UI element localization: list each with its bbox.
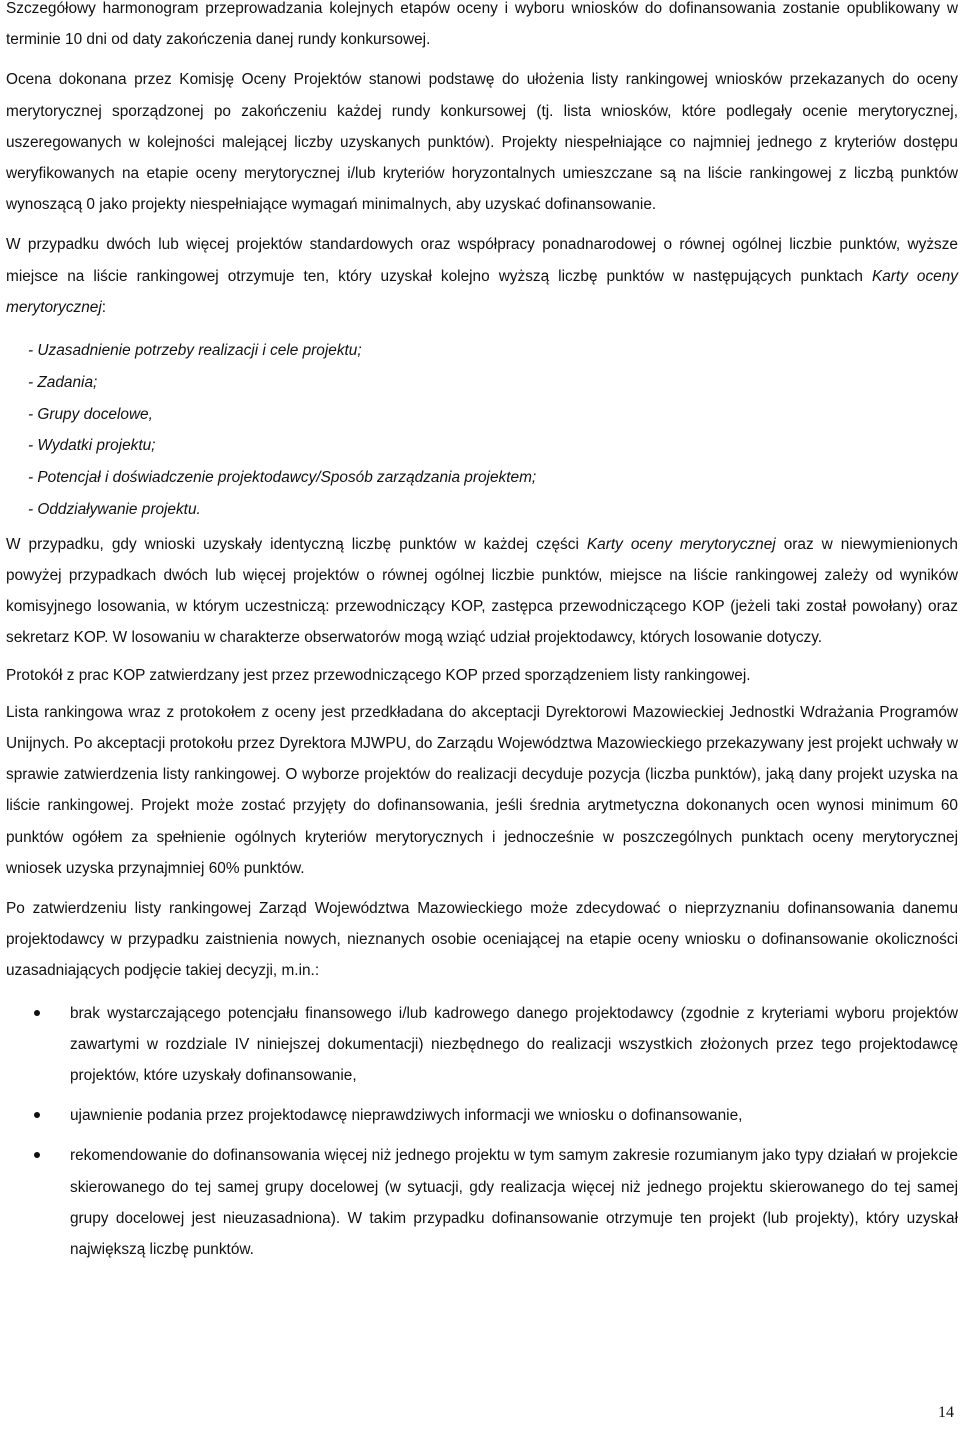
criteria-item: - Wydatki projektu;	[28, 437, 156, 455]
reasons-list-item	[6, 1100, 958, 1131]
criteria-item: - Oddziaływanie projektu.	[28, 501, 201, 519]
reasons-list-item	[6, 998, 958, 1092]
paragraph-equal-points-start: W przypadku dwóch lub więcej projektów standardowych oraz współpracy ponadnarodowej o równej ogólnej liczbie punktów, wyższe miejsce na liście rankingowej otrzymuje ten, który uzyskał kolejno wyższą liczbę punktów w następujących punktach	[6, 236, 958, 285]
reasons-list-item-text: rekomendowanie do dofinansowania więcej niż jednego projektu w tym samym zakresie rozumianym jako typy działań w projekcie skierowanego do tej samej grupy docelowej (w sytuacji, gdy realizacja więcej niż jednego projektu skierowanego do tej samej grupy docelowej jest nieuzasadniona). W takim przypadku dofinansowanie otrzymuje ten projekt (lub projekty), który uzyskał największą liczbę punktów.	[70, 1147, 958, 1259]
paragraph-protocol: Protokół z prac KOP zatwierdzany jest przez przewodniczącego KOP przed sporządzeniem listy rankingowej.	[6, 666, 751, 684]
reasons-list-item-text: ujawnienie podania przez projektodawcę nieprawdziwych informacji we wniosku o dofinansowanie,	[70, 1107, 743, 1125]
paragraph-draw	[6, 529, 958, 654]
reasons-list	[6, 998, 958, 1266]
bullet-icon	[34, 1152, 40, 1158]
bullet-icon	[34, 1112, 40, 1118]
reasons-list-item-text: brak wystarczającego potencjału finansowego i/lub kadrowego danego projektodawcy (zgodnie z kryteriami wyboru projektów zawartymi w rozdziale IV niniejszej dokumentacji) niezbędnego do realizacji wszystkich złożonych przez tego projektodawcę projektów, które uzyskały dofinansowanie,	[70, 1004, 958, 1085]
criteria-item: - Grupy docelowe,	[28, 405, 153, 423]
criteria-item: - Zadania;	[28, 373, 98, 391]
criteria-item: - Uzasadnienie potrzeby realizacji i cele projektu;	[28, 342, 362, 360]
paragraph-draw-end: oraz w niewymienionych powyżej przypadkach dwóch lub więcej projektów o równej ogólnej liczbie punktów, miejsce na liście rankingowej zależy od wyników komisyjnego losowania, w którym uczestniczą: przewodniczący KOP, zastępca przewodniczącego KOP (jeżeli taki został powołany) oraz sekretarz KOP. W losowaniu w charakterze obserwatorów mogą wziąć udział projektodawcy, których losowanie dotyczy.	[6, 535, 958, 647]
paragraph-schedule: Szczegółowy harmonogram przeprowadzania kolejnych etapów oceny i wyboru wniosków do dofinansowania zostanie opublikowany w terminie 10 dni od daty zakończenia danej rundy konkursowej.	[6, 0, 958, 49]
paragraph-equal-points	[6, 229, 958, 323]
paragraph-equal-points-emphasis: Karty oceny merytorycznej	[6, 267, 958, 316]
reasons-list-item	[6, 1140, 958, 1265]
paragraph-equal-points-end: :	[101, 298, 107, 316]
paragraph-draw-start: W przypadku, gdy wnioski uzyskały identyczną liczbę punktów w każdej części	[6, 535, 587, 553]
paragraph-acceptance: Lista rankingowa wraz z protokołem z oceny jest przedkładana do akceptacji Dyrektorowi Mazowieckiej Jednostki Wdrażania Programów Unijnych. Po akceptacji protokołu przez Dyrektora MJWPU, do Zarządu Województwa Mazowieckiego przekazywany jest projekt uchwały w sprawie zatwierdzenia listy rankingowej. O wyborze projektów do realizacji decyduje pozycja (liczba punktów), jaką dany projekt uzyska na liście rankingowej. Projekt może zostać przyjęty do dofinansowania, jeśli średnia arytmetyczna dokonanych ocen wynosi minimum 60 punktów ogółem za spełnienie ogólnych kryteriów merytorycznych i jednocześnie w poszczególnych punktach oceny merytorycznej wniosek uzyska przynajmniej 60% punktów.	[6, 703, 958, 877]
bullet-icon	[34, 1010, 40, 1016]
document-page	[6, 0, 958, 1274]
criteria-item: - Potencjał i doświadczenie projektodawcy/Sposób zarządzania projektem;	[28, 469, 537, 487]
paragraph-ranking-list: Ocena dokonana przez Komisję Oceny Projektów stanowi podstawę do ułożenia listy rankingowej wniosków przekazanych do oceny merytorycznej sporządzonej po zakończeniu każdej rundy konkursowej (tj. lista wniosków, które podlegały ocenie merytorycznej, uszeregowanych w kolejności malejącej liczby uzyskanych punktów). Projekty niespełniające co najmniej jednego z kryteriów dostępu weryfikowanych na etapie oceny merytorycznej i/lub kryteriów horyzontalnych umieszczane są na liście rankingowej z liczbą punktów wynoszącą 0 jako projekty niespełniające wymagań minimalnych, aby uzyskać dofinansowanie.	[6, 71, 958, 214]
paragraph-board-decision: Po zatwierdzeniu listy rankingowej Zarząd Województwa Mazowieckiego może zdecydować o nieprzyznaniu dofinansowania danemu projektodawcy w przypadku zaistnienia nowych, nieznanych osobie oceniającej na etapie oceny wniosku o dofinansowanie okoliczności uzasadniających podjęcie takiej decyzji, m.in.:	[6, 900, 958, 980]
criteria-list	[28, 335, 958, 526]
paragraph-draw-emphasis: Karty oceny merytorycznej	[586, 535, 776, 553]
page-number: 14	[938, 1404, 954, 1421]
